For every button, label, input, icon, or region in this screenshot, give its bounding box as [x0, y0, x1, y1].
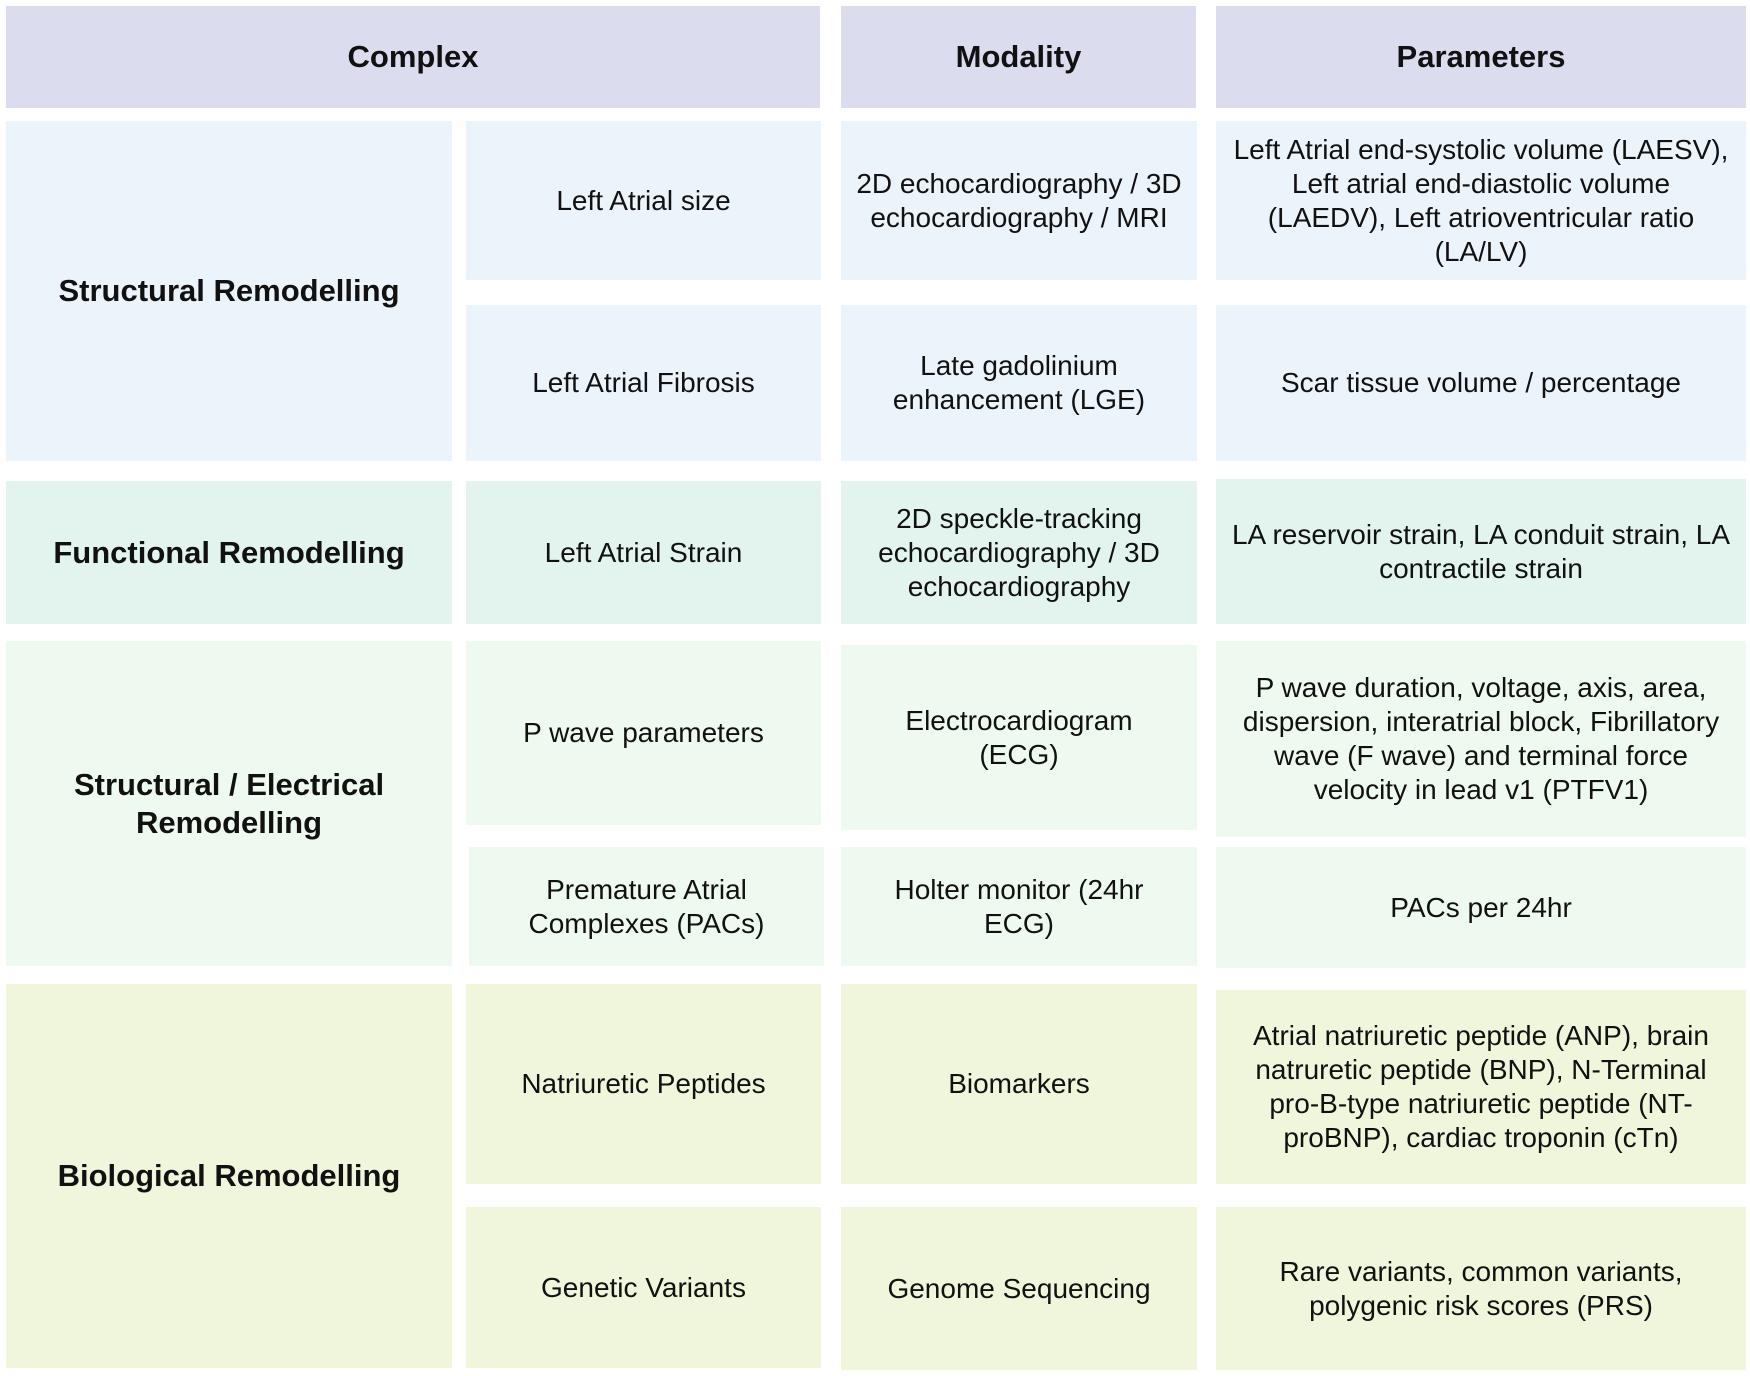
feature-cell: Natriuretic Peptides — [466, 984, 821, 1184]
modality-cell: 2D echocardiography / 3D echocardiography / MRI — [841, 121, 1197, 280]
parameters-cell: PACs per 24hr — [1216, 847, 1746, 968]
parameters-cell: Rare variants, common variants, polygenic risk scores (PRS) — [1216, 1207, 1746, 1370]
feature-cell: Left Atrial Fibrosis — [466, 305, 821, 461]
parameters-cell: Left Atrial end-systolic volume (LAESV), Left atrial end-diastolic volume (LAEDV), Left atrioventricular ratio (LA/LV) — [1216, 121, 1746, 280]
parameters-cell: LA reservoir strain, LA conduit strain, LA contractile strain — [1216, 479, 1746, 624]
feature-cell: Left Atrial Strain — [466, 481, 821, 624]
feature-cell: Premature Atrial Complexes (PACs) — [469, 847, 824, 966]
modality-cell: Electrocardiogram (ECG) — [841, 645, 1197, 830]
group-biological-remodelling: Biological Remodelling — [6, 984, 452, 1368]
parameters-cell: Atrial natriuretic peptide (ANP), brain natruretic peptide (BNP), N-Terminal pro-B-type natriuretic peptide (NT-proBNP), cardiac troponin (cTn) — [1216, 990, 1746, 1184]
modality-cell: Genome Sequencing — [841, 1207, 1197, 1370]
parameters-cell: Scar tissue volume / percentage — [1216, 305, 1746, 461]
feature-cell: Left Atrial size — [466, 121, 821, 280]
modality-cell: Biomarkers — [841, 984, 1197, 1184]
modality-cell: Holter monitor (24hr ECG) — [841, 847, 1197, 966]
header-modality: Modality — [841, 6, 1196, 108]
group-structural-electrical-remodelling: Structural / Electrical Remodelling — [6, 641, 452, 966]
feature-cell: Genetic Variants — [466, 1207, 821, 1368]
group-structural-remodelling: Structural Remodelling — [6, 121, 452, 461]
feature-cell: P wave parameters — [466, 641, 821, 825]
modality-cell: 2D speckle-tracking echocardiography / 3D echocardiography — [841, 481, 1197, 624]
header-complex: Complex — [6, 6, 820, 108]
modality-cell: Late gadolinium enhancement (LGE) — [841, 305, 1197, 461]
parameters-cell: P wave duration, voltage, axis, area, dispersion, interatrial block, Fibrillatory wave (F wave) and terminal force velocity in lead v1 (PTFV1) — [1216, 641, 1746, 837]
header-parameters: Parameters — [1216, 6, 1746, 108]
group-functional-remodelling: Functional Remodelling — [6, 481, 452, 624]
